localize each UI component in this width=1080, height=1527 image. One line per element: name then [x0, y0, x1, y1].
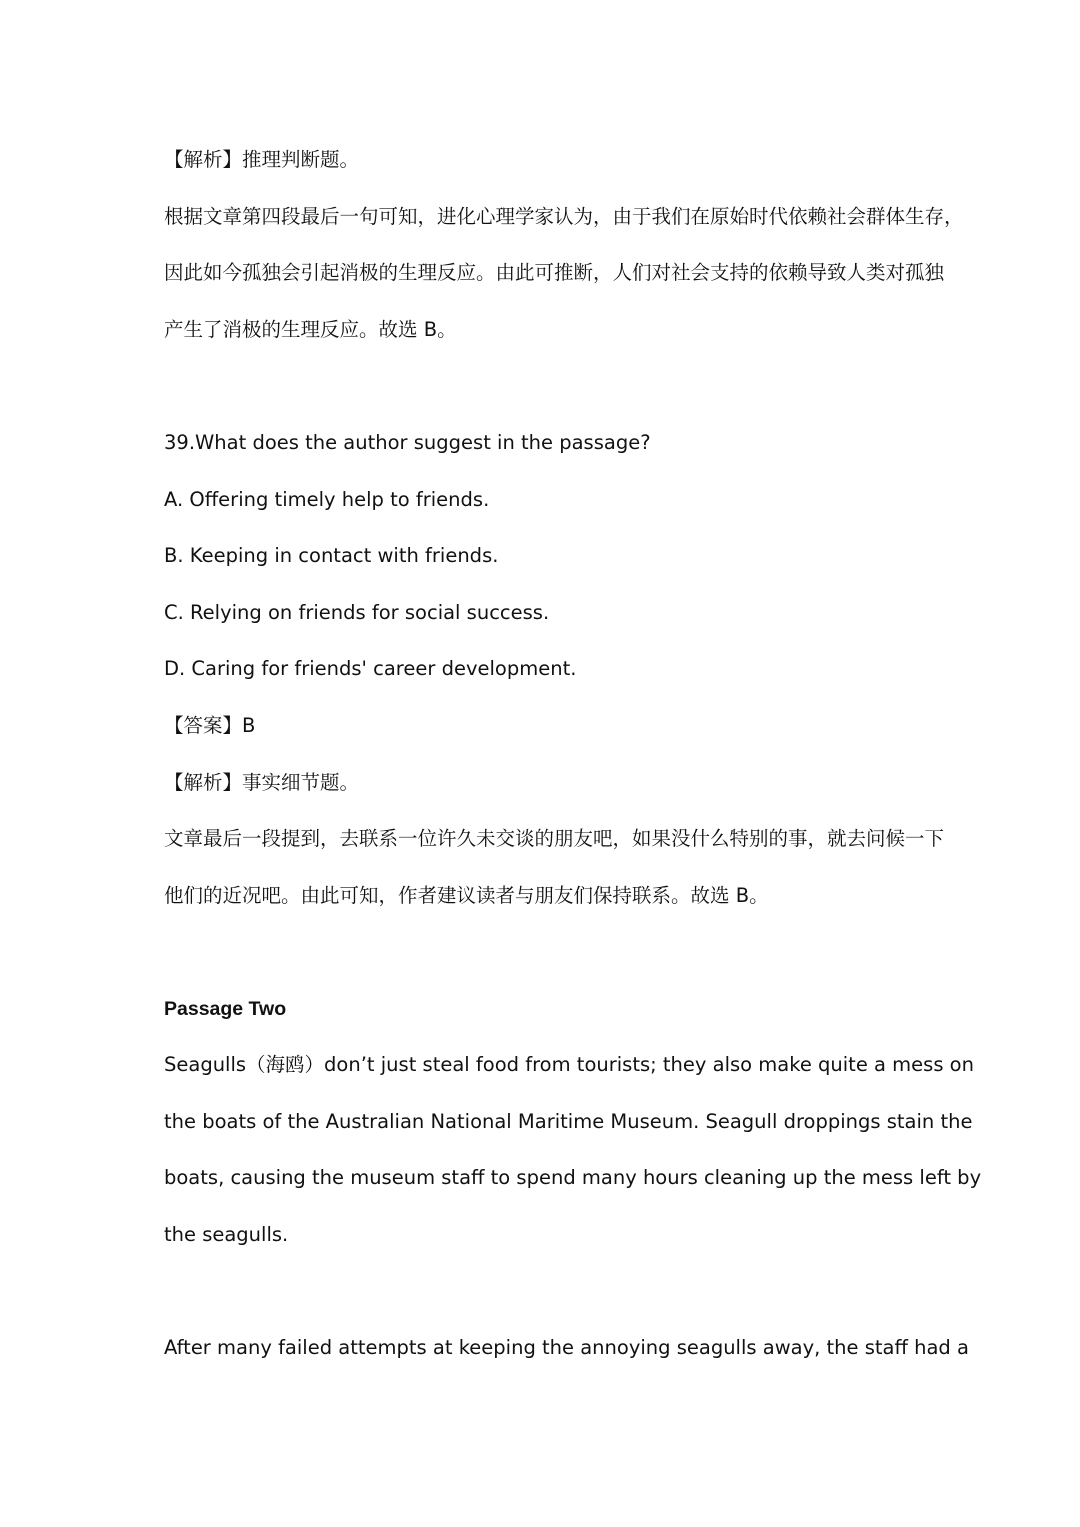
- analysis-heading: 【解析】事实细节题。: [164, 771, 360, 794]
- option-d: D. Caring for friends' career development.: [164, 657, 577, 680]
- analysis-heading: 【解析】推理判断题。: [164, 148, 360, 171]
- passage-title: Passage Two: [164, 998, 287, 1020]
- option-b: B. Keeping in contact with friends.: [164, 544, 499, 567]
- paragraph-line: After many failed attempts at keeping the annoying seagulls away, the staff had a: [164, 1336, 969, 1359]
- paragraph-line: Seagulls（海鸥）don’t just steal food from tourists; they also make quite a mess on: [164, 1053, 974, 1076]
- analysis-line: 因此如今孤独会引起消极的生理反应。由此可推断，人们对社会支持的依赖导致人类对孤独: [164, 261, 945, 284]
- analysis-line: 文章最后一段提到，去联系一位许久未交谈的朋友吧，如果没什么特别的事，就去问候一下: [164, 827, 945, 850]
- paragraph-line: boats, causing the museum staff to spend many hours cleaning up the mess left by: [164, 1166, 982, 1189]
- question-stem: 39.What does the author suggest in the passage?: [164, 431, 651, 454]
- paragraph-line: the boats of the Australian National Maritime Museum. Seagull droppings stain the: [164, 1110, 973, 1133]
- analysis-line: 产生了消极的生理反应。故选 B。: [164, 318, 457, 341]
- answer-line: 【答案】B: [164, 714, 256, 737]
- analysis-line: 根据文章第四段最后一句可知，进化心理学家认为，由于我们在原始时代依赖社会群体生存，: [164, 205, 964, 228]
- analysis-line: 他们的近况吧。由此可知，作者建议读者与朋友们保持联系。故选 B。: [164, 884, 769, 907]
- option-c: C. Relying on friends for social success.: [164, 601, 550, 624]
- option-a: A. Offering timely help to friends.: [164, 488, 490, 511]
- paragraph-line: the seagulls.: [164, 1223, 289, 1246]
